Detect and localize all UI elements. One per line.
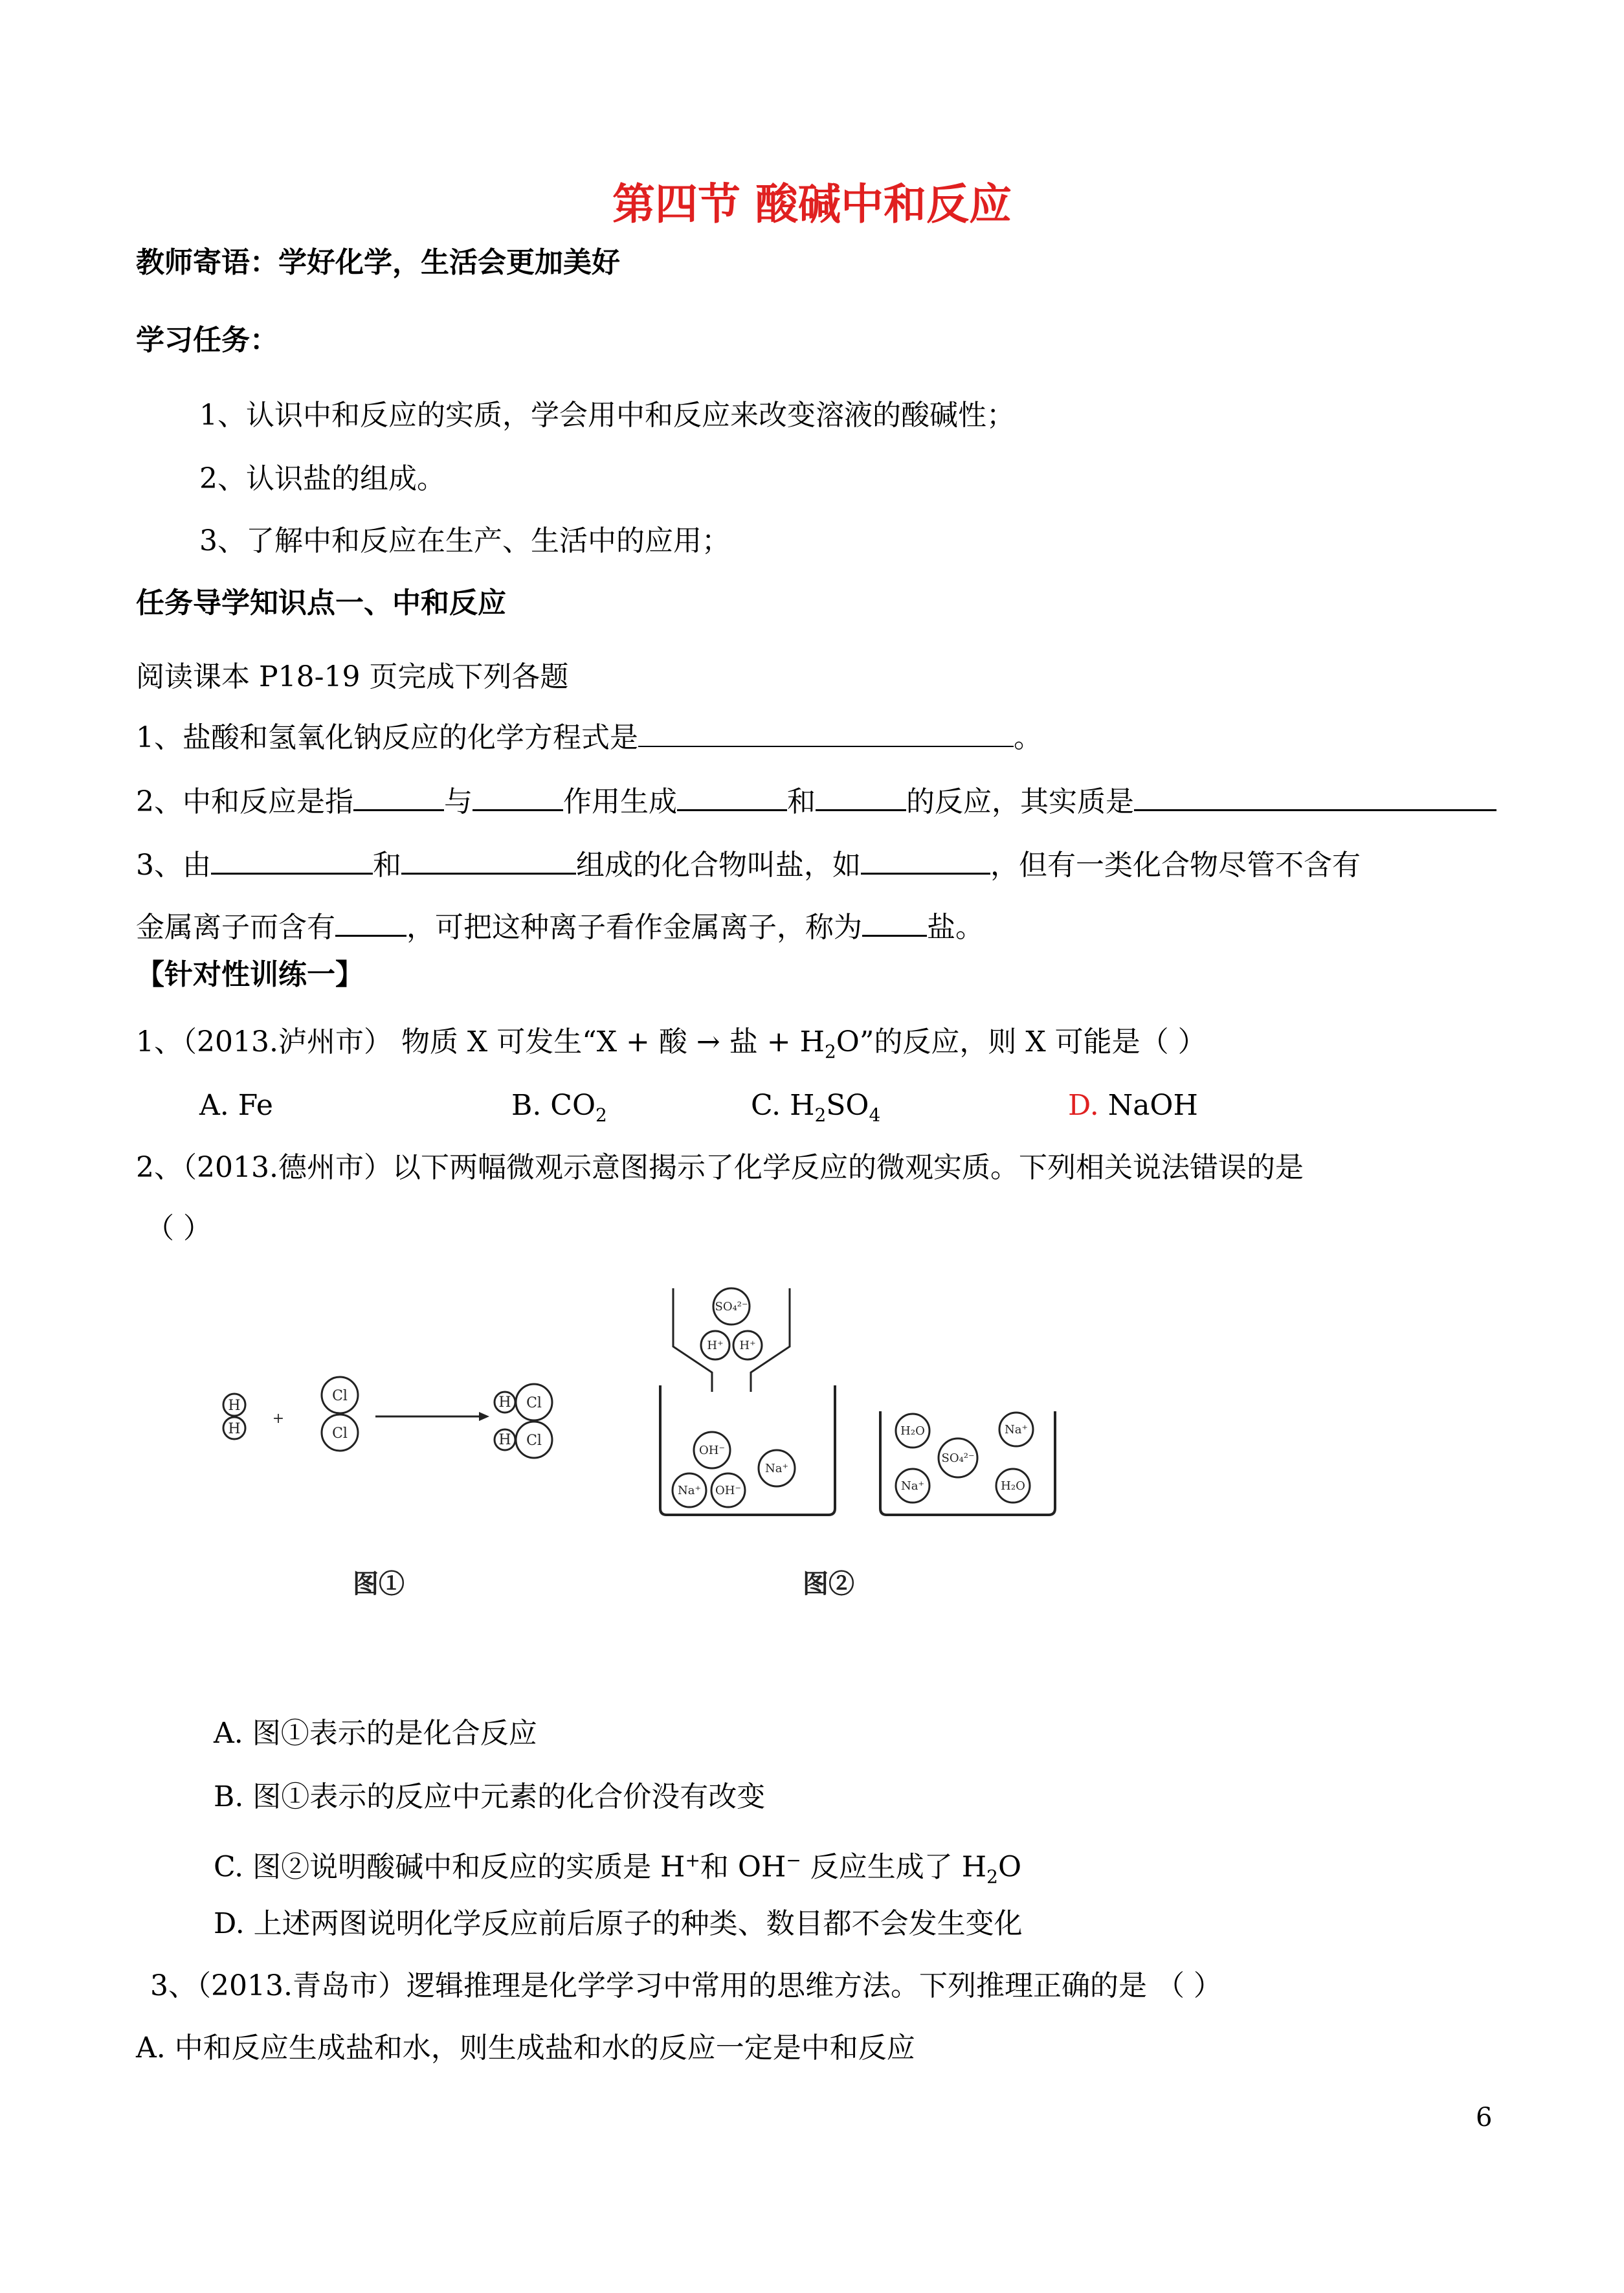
option-text: SO <box>826 1089 869 1122</box>
sodium-ion: Na⁺ <box>1005 1423 1028 1437</box>
subscript: 2 <box>595 1104 607 1126</box>
q2-blank-4[interactable] <box>816 783 906 811</box>
q3-text: ，可把这种离子看作金属离子，称为 <box>406 911 862 944</box>
teacher-motto: 教师寄语：学好化学，生活会更加美好 <box>136 246 620 279</box>
option-text: B. CO <box>511 1089 596 1122</box>
q2-text: 的反应，其实质是 <box>906 785 1134 818</box>
q2-text: 与 <box>444 785 473 818</box>
training-question-2: 2、（2013.德州市）以下两幅微观示意图揭示了化学反应的微观实质。下列相关说法错误的是 <box>136 1151 1304 1184</box>
t3-option-a: A. 中和反应生成盐和水，则生成盐和水的反应一定是中和反应 <box>136 2031 915 2064</box>
h-atom: H <box>498 1432 511 1448</box>
t1-option-d <box>1068 1088 1198 1124</box>
q3-blank-1[interactable] <box>211 847 373 875</box>
h-ion: H⁺ <box>739 1339 756 1352</box>
option-text: NaOH <box>1098 1089 1198 1122</box>
question-2 <box>136 783 1496 820</box>
superscript: − <box>786 1850 801 1871</box>
t1-option-b <box>511 1088 607 1134</box>
h-atom: H <box>228 1421 241 1437</box>
q2-blank-2[interactable] <box>473 783 563 811</box>
tasks-heading: 学习任务： <box>136 324 278 357</box>
hydroxide-ion: OH⁻ <box>715 1484 741 1497</box>
water-molecule: H₂O <box>900 1424 925 1438</box>
sulfate-ion: SO₄²⁻ <box>715 1300 748 1314</box>
arrow-icon <box>479 1412 489 1421</box>
superscript: + <box>685 1850 700 1871</box>
q3-text: 3、由 <box>136 849 211 882</box>
t1-option-a: A. Fe <box>199 1089 273 1122</box>
h-ion: H⁺ <box>707 1339 724 1352</box>
cl-atom: Cl <box>526 1433 542 1449</box>
q3-text: 金属离子而含有 <box>136 911 335 944</box>
question-3 <box>136 847 1361 884</box>
cl-atom: Cl <box>526 1395 542 1411</box>
t1-stem: 1、（2013.泸州市） 物质 X 可发生“X + 酸 <box>136 1025 696 1058</box>
subscript: 2 <box>824 1040 836 1062</box>
arrow-icon: → <box>696 1025 720 1058</box>
sodium-ion: Na⁺ <box>901 1479 924 1493</box>
q1-answer-blank[interactable] <box>638 720 1014 747</box>
page-title: 第四节 酸碱中和反应 <box>612 179 1012 229</box>
q2-blank-3[interactable] <box>677 783 787 811</box>
q1-end: 。 <box>1014 721 1042 754</box>
sodium-ion: Na⁺ <box>678 1484 701 1497</box>
q3-blank-3[interactable] <box>861 847 990 875</box>
reaction-diagrams <box>207 1275 1126 1612</box>
q3-text: ，但有一类化合物尽管不含有 <box>990 849 1361 882</box>
option-text: 反应生成了 H <box>801 1850 987 1884</box>
answer-paren: （ ） <box>146 1212 212 1245</box>
t1-stem: O”的反应，则 X 可能是（ ） <box>836 1025 1207 1058</box>
q3-blank-4[interactable] <box>335 909 406 937</box>
option-text: 和 OH <box>700 1850 786 1884</box>
figure-1-label: 图① <box>353 1569 405 1599</box>
task-item: 1、认识中和反应的实质，学会用中和反应来改变溶液的酸碱性； <box>199 399 1015 432</box>
sulfate-ion: SO₄²⁻ <box>941 1451 975 1465</box>
q3-text: 盐。 <box>927 911 984 944</box>
h-atom: H <box>228 1398 241 1414</box>
t2-option-b: B. 图①表示的反应中元素的化合价没有改变 <box>214 1780 766 1813</box>
q2-blank-1[interactable] <box>353 783 444 811</box>
q2-text: 2、中和反应是指 <box>136 785 353 818</box>
option-text: C. 图②说明酸碱中和反应的实质是 H <box>214 1850 685 1884</box>
question-1 <box>136 720 1042 756</box>
t2-option-d: D. 上述两图说明化学反应前后原子的种类、数目都不会发生变化 <box>214 1907 1023 1940</box>
q2-blank-5[interactable] <box>1134 783 1496 811</box>
plus-sign: + <box>272 1411 285 1427</box>
cl-atom: Cl <box>332 1388 348 1404</box>
cl-atom: Cl <box>332 1426 348 1442</box>
training-heading: 【针对性训练一】 <box>136 958 364 991</box>
section-heading: 任务导学知识点一、中和反应 <box>136 587 506 620</box>
t2-option-c <box>214 1842 1021 1895</box>
page-number: 6 <box>1476 2103 1493 2132</box>
option-text: O <box>997 1850 1022 1884</box>
question-3-cont <box>136 909 984 946</box>
q1-text: 1、盐酸和氢氧化钠反应的化学方程式是 <box>136 721 638 754</box>
q2-text: 作用生成 <box>563 785 677 818</box>
training-question-1 <box>136 1024 1207 1070</box>
subscript: 4 <box>869 1104 881 1126</box>
t2-option-a: A. 图①表示的是化合反应 <box>214 1717 537 1750</box>
q3-text: 组成的化合物叫盐，如 <box>576 849 861 882</box>
reading-instruction: 阅读课本 P18-19 页完成下列各题 <box>136 660 569 693</box>
q3-blank-5[interactable] <box>862 909 927 937</box>
t1-option-c <box>751 1088 880 1134</box>
task-item: 3、了解中和反应在生产、生活中的应用； <box>199 524 730 557</box>
q2-text: 和 <box>787 785 816 818</box>
figure-2-label: 图② <box>803 1569 854 1599</box>
water-molecule: H₂O <box>1001 1479 1025 1493</box>
subscript: 2 <box>986 1866 998 1888</box>
subscript: 2 <box>814 1104 827 1126</box>
answer-letter: D. <box>1068 1089 1099 1122</box>
figure-1 <box>223 1377 552 1599</box>
sodium-ion: Na⁺ <box>765 1462 788 1475</box>
q3-text: 和 <box>373 849 401 882</box>
h-atom: H <box>498 1394 511 1411</box>
q3-blank-2[interactable] <box>401 847 576 875</box>
t1-stem: 盐 + H <box>720 1025 825 1058</box>
option-text: C. H <box>751 1089 815 1122</box>
task-item: 2、认识盐的组成。 <box>199 462 445 495</box>
training-question-3: 3、（2013.青岛市）逻辑推理是化学学习中常用的思维方法。下列推理正确的是 （ ） <box>150 1969 1222 2002</box>
figure-2 <box>660 1288 1055 1599</box>
hydroxide-ion: OH⁻ <box>699 1444 725 1457</box>
